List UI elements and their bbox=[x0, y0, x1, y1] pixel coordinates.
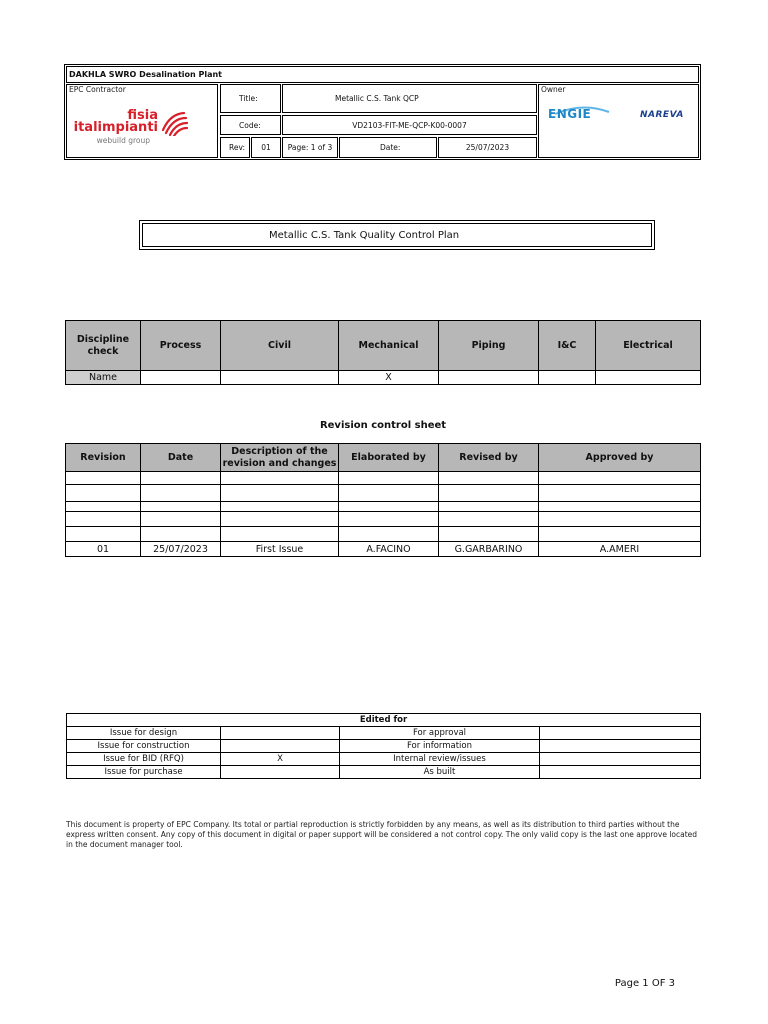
edited-for-row bbox=[67, 753, 701, 766]
edited-for-row bbox=[67, 766, 701, 779]
logo-line-1: fisia bbox=[127, 108, 158, 123]
piping-mark bbox=[439, 371, 539, 385]
issue-for-bid-mark: X bbox=[221, 753, 340, 766]
revision-row-01 bbox=[66, 542, 701, 557]
mechanical-mark: X bbox=[339, 371, 439, 385]
edited-for-title: Edited for bbox=[67, 714, 701, 727]
code-label: Code: bbox=[220, 115, 281, 135]
title-label: Title: bbox=[220, 84, 281, 113]
revised-by: G.GARBARINO bbox=[439, 542, 539, 557]
issue-for-design-mark bbox=[221, 727, 340, 740]
issue-for-purchase-mark bbox=[221, 766, 340, 779]
owner-label: Owner bbox=[541, 85, 566, 94]
revision-header: Revision bbox=[66, 444, 141, 472]
revised-by-header: Revised by bbox=[439, 444, 539, 472]
edited-for-row bbox=[67, 727, 701, 740]
logo-line-3: webuild group bbox=[96, 136, 150, 145]
issue-for-bid: Issue for BID (RFQ) bbox=[67, 753, 221, 766]
ic-mark bbox=[539, 371, 596, 385]
issue-for-purchase: Issue for purchase bbox=[67, 766, 221, 779]
document-title: Metallic C.S. Tank Quality Control Plan bbox=[142, 223, 652, 247]
edited-for-row bbox=[67, 740, 701, 753]
table-row bbox=[66, 502, 701, 512]
date-value: 25/07/2023 bbox=[438, 137, 537, 158]
for-information-mark bbox=[540, 740, 701, 753]
table-row bbox=[66, 472, 701, 485]
discipline-header-row bbox=[66, 321, 701, 371]
ic-header: I&C bbox=[539, 321, 596, 371]
issue-for-construction: Issue for construction bbox=[67, 740, 221, 753]
issue-for-design: Issue for design bbox=[67, 727, 221, 740]
as-built: As built bbox=[340, 766, 540, 779]
engie-logo: ENGIE bbox=[548, 107, 592, 121]
discipline-name-row bbox=[66, 371, 701, 385]
process-mark bbox=[141, 371, 221, 385]
electrical-mark bbox=[596, 371, 701, 385]
edited-for-header-row bbox=[67, 714, 701, 727]
nareva-logo: NAREVA bbox=[640, 110, 684, 120]
fisia-swirl-icon bbox=[160, 110, 188, 136]
for-information: For information bbox=[340, 740, 540, 753]
page-value: Page: 1 of 3 bbox=[282, 137, 338, 158]
disclaimer-text: This document is property of EPC Company. Its total or partial reproduction is strictly forbidden by any means, as well as its distribution to third parties without the express written consent. Any copy of this document in digital or paper support will be considered a not control copy. The only valid copy is the last one approve located in the document manager tool. bbox=[66, 820, 698, 849]
revision-table bbox=[65, 443, 701, 557]
revision-date: 25/07/2023 bbox=[141, 542, 221, 557]
fisia-italimpianti-logo bbox=[73, 108, 188, 150]
discipline-table bbox=[65, 320, 701, 385]
table-row bbox=[66, 512, 701, 527]
revision-description: First Issue bbox=[221, 542, 339, 557]
elaborated-by: A.FACINO bbox=[339, 542, 439, 557]
code-value: VD2103-FIT-ME-QCP-K00-0007 bbox=[282, 115, 537, 135]
approved-by: A.AMERI bbox=[539, 542, 701, 557]
logo-line-2: italimpianti bbox=[73, 120, 158, 135]
for-approval-mark bbox=[540, 727, 701, 740]
description-header: Description of the revision and changes bbox=[221, 444, 339, 472]
date-label: Date: bbox=[339, 137, 437, 158]
internal-review: Internal review/issues bbox=[340, 753, 540, 766]
piping-header: Piping bbox=[439, 321, 539, 371]
project-name: DAKHLA SWRO Desalination Plant bbox=[66, 66, 699, 83]
elaborated-by-header: Elaborated by bbox=[339, 444, 439, 472]
as-built-mark bbox=[540, 766, 701, 779]
rev-value: 01 bbox=[251, 137, 281, 158]
edited-for-table bbox=[66, 713, 701, 779]
title-value: Metallic C.S. Tank QCP bbox=[282, 84, 537, 113]
for-approval: For approval bbox=[340, 727, 540, 740]
electrical-header: Electrical bbox=[596, 321, 701, 371]
issue-for-construction-mark bbox=[221, 740, 340, 753]
revision-number: 01 bbox=[66, 542, 141, 557]
revision-sheet-title: Revision control sheet bbox=[319, 420, 447, 431]
epc-label: EPC Contractor bbox=[69, 85, 126, 94]
document-title-box bbox=[139, 220, 655, 250]
table-row bbox=[66, 485, 701, 502]
revision-header-row bbox=[66, 444, 701, 472]
process-header: Process bbox=[141, 321, 221, 371]
civil-mark bbox=[221, 371, 339, 385]
approved-by-header: Approved by bbox=[539, 444, 701, 472]
date-header: Date bbox=[141, 444, 221, 472]
discipline-check-header: Discipline check bbox=[66, 321, 141, 371]
name-label: Name bbox=[66, 371, 141, 385]
owner-box bbox=[538, 84, 699, 158]
table-row bbox=[66, 527, 701, 542]
mechanical-header: Mechanical bbox=[339, 321, 439, 371]
internal-review-mark bbox=[540, 753, 701, 766]
civil-header: Civil bbox=[221, 321, 339, 371]
rev-label: Rev: bbox=[220, 137, 250, 158]
page-footer: Page 1 OF 3 bbox=[614, 978, 675, 989]
